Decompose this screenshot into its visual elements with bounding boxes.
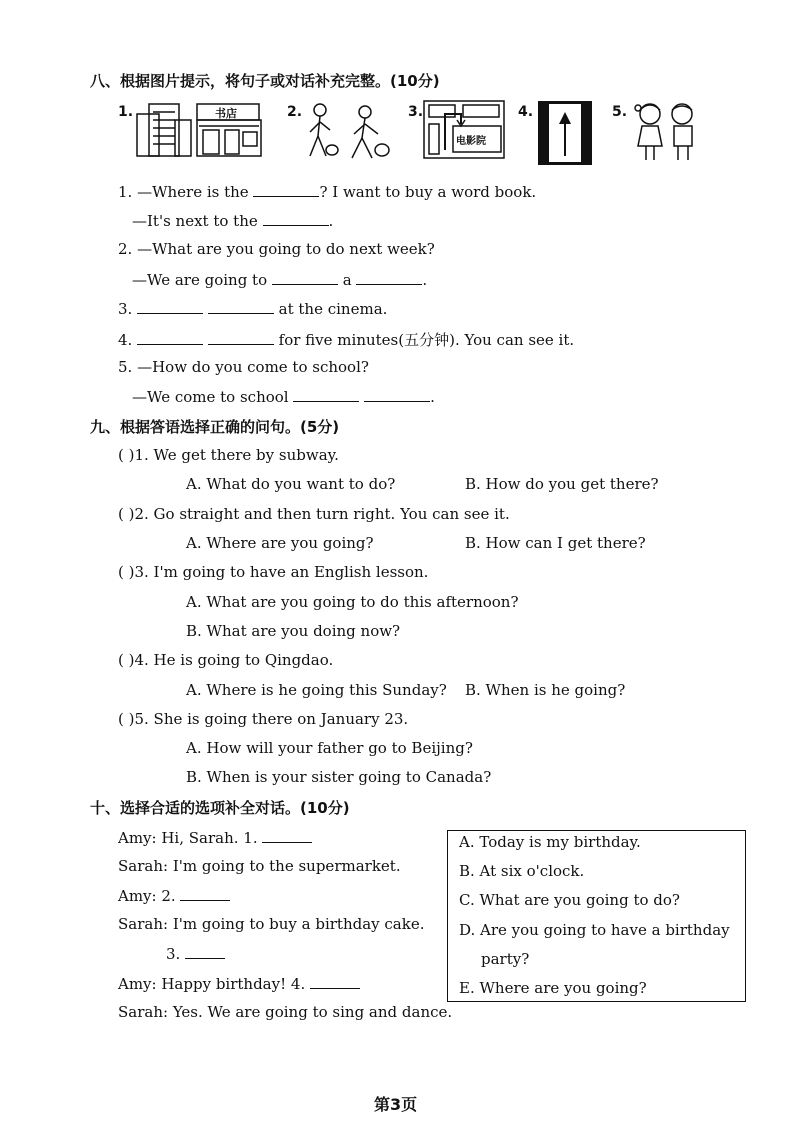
section10-heading: 十、选择合适的选项补全对话。(10分): [90, 799, 350, 817]
option-e: E. Where are you going?: [459, 979, 647, 997]
s9-item2-option-a: A. Where are you going?: [186, 534, 374, 552]
dialog-line-1-text: Amy: Hi, Sarah. 1.: [118, 829, 258, 847]
dialog-line-5: [166, 944, 225, 963]
dialog-line-3-text: Amy: 2.: [118, 887, 176, 905]
go-straight-picture: [537, 100, 593, 166]
q4-number: 4.: [118, 331, 133, 349]
s9-item1-option-b: B. How do you get there?: [465, 475, 659, 493]
option-d: D. Are you going to have a birthday: [459, 921, 730, 939]
q2-question: 2. —What are you going to do next week?: [118, 240, 435, 258]
s9-item5-option-a: A. How will your father go to Beijing?: [186, 739, 473, 757]
q4-blank-1[interactable]: [137, 330, 203, 345]
q1-question-line: [118, 182, 536, 201]
dialog-line-6-text: Amy: Happy birthday! 4.: [118, 975, 306, 993]
q3-line: [118, 299, 387, 318]
q5-answer-end: .: [430, 388, 435, 406]
dialog-line-4: Sarah: I'm going to buy a birthday cake.: [118, 915, 425, 933]
dialog-blank-1[interactable]: [262, 828, 312, 843]
s9-item5-option-b: B. When is your sister going to Canada?: [186, 768, 492, 786]
s9-item5-answer: ( )5. She is going there on January 23.: [118, 710, 409, 728]
q2-blank-1[interactable]: [272, 270, 338, 285]
s9-item1-option-a: A. What do you want to do?: [186, 475, 396, 493]
s9-item2-answer: ( )2. Go straight and then turn right. You can see it.: [118, 505, 510, 523]
pic-number-4: 4.: [518, 104, 534, 120]
s9-item4-option-a: A. Where is he going this Sunday?: [186, 681, 447, 699]
q2-blank-2[interactable]: [356, 270, 422, 285]
q2-answer-line: [132, 270, 427, 289]
q5-answer-text: —We come to school: [132, 388, 289, 406]
dialog-line-6: [118, 974, 360, 993]
q1-question-end: ? I want to buy a word book.: [319, 183, 537, 201]
q2-answer-end: .: [422, 271, 428, 289]
q3-blank-2[interactable]: [208, 299, 274, 314]
bookstore-picture: [135, 100, 265, 160]
q1-question-text: 1. —Where is the: [118, 183, 249, 201]
cinema-map-picture: [423, 100, 505, 160]
q4-blank-2[interactable]: [208, 330, 274, 345]
section9-heading: 九、根据答语选择正确的问句。(5分): [90, 418, 340, 436]
q3-text: at the cinema.: [278, 300, 388, 318]
s9-item3-option-b: B. What are you doing now?: [186, 622, 401, 640]
pic-number-5: 5.: [612, 104, 628, 120]
dialog-line-1: [118, 828, 312, 847]
pic-number-2: 2.: [287, 104, 303, 120]
q3-number: 3.: [118, 300, 133, 318]
dialog-line-3: [118, 886, 230, 905]
section8-heading: 八、根据图片提示，将句子或对话补充完整。(10分): [90, 72, 440, 90]
q1-blank-2[interactable]: [263, 211, 329, 226]
pic-number-1: 1.: [118, 104, 134, 120]
s9-item2-option-b: B. How can I get there?: [465, 534, 646, 552]
dialog-line-5-text: 3.: [166, 945, 181, 963]
options-box: [447, 830, 746, 1002]
s9-item1-answer: ( )1. We get there by subway.: [118, 446, 339, 464]
dialog-blank-2[interactable]: [180, 886, 230, 901]
s9-item4-answer: ( )4. He is going to Qingdao.: [118, 651, 334, 669]
q5-blank-1[interactable]: [293, 387, 359, 402]
q1-answer-line: [132, 211, 333, 230]
dialog-line-7: Sarah: Yes. We are going to sing and dance.: [118, 1003, 453, 1021]
dialog-line-2: Sarah: I'm going to the supermarket.: [118, 857, 401, 875]
q5-blank-2[interactable]: [364, 387, 430, 402]
q1-answer-end: .: [328, 212, 334, 230]
option-a: A. Today is my birthday.: [459, 833, 641, 851]
option-d-continued: party?: [481, 950, 530, 968]
q1-blank-1[interactable]: [253, 182, 319, 197]
q5-answer-line: [132, 387, 435, 406]
dialog-blank-4[interactable]: [310, 974, 360, 989]
q2-answer-text: —We are going to: [132, 271, 268, 289]
s9-item3-answer: ( )3. I'm going to have an English lesson.: [118, 563, 429, 581]
q1-answer-text: —It's next to the: [132, 212, 258, 230]
q4-text: for five minutes(五分钟). You can see it.: [278, 331, 575, 349]
q2-answer-mid: a: [342, 271, 352, 289]
cinema-sign: 电影院: [456, 136, 486, 147]
s9-item4-option-b: B. When is he going?: [465, 681, 626, 699]
q4-line: [118, 329, 574, 350]
bookstore-sign: 书店: [215, 107, 237, 120]
q3-blank-1[interactable]: [137, 299, 203, 314]
option-c: C. What are you going to do?: [459, 891, 680, 909]
pic-number-3: 3.: [408, 104, 424, 120]
children-picture: [632, 100, 702, 166]
walking-people-picture: [300, 100, 400, 162]
option-b: B. At six o'clock.: [459, 862, 585, 880]
q5-question: 5. —How do you come to school?: [118, 358, 369, 376]
page-number: 第3页: [374, 1095, 418, 1114]
s9-item3-option-a: A. What are you going to do this afternoon?: [186, 593, 519, 611]
dialog-blank-3[interactable]: [185, 944, 225, 959]
